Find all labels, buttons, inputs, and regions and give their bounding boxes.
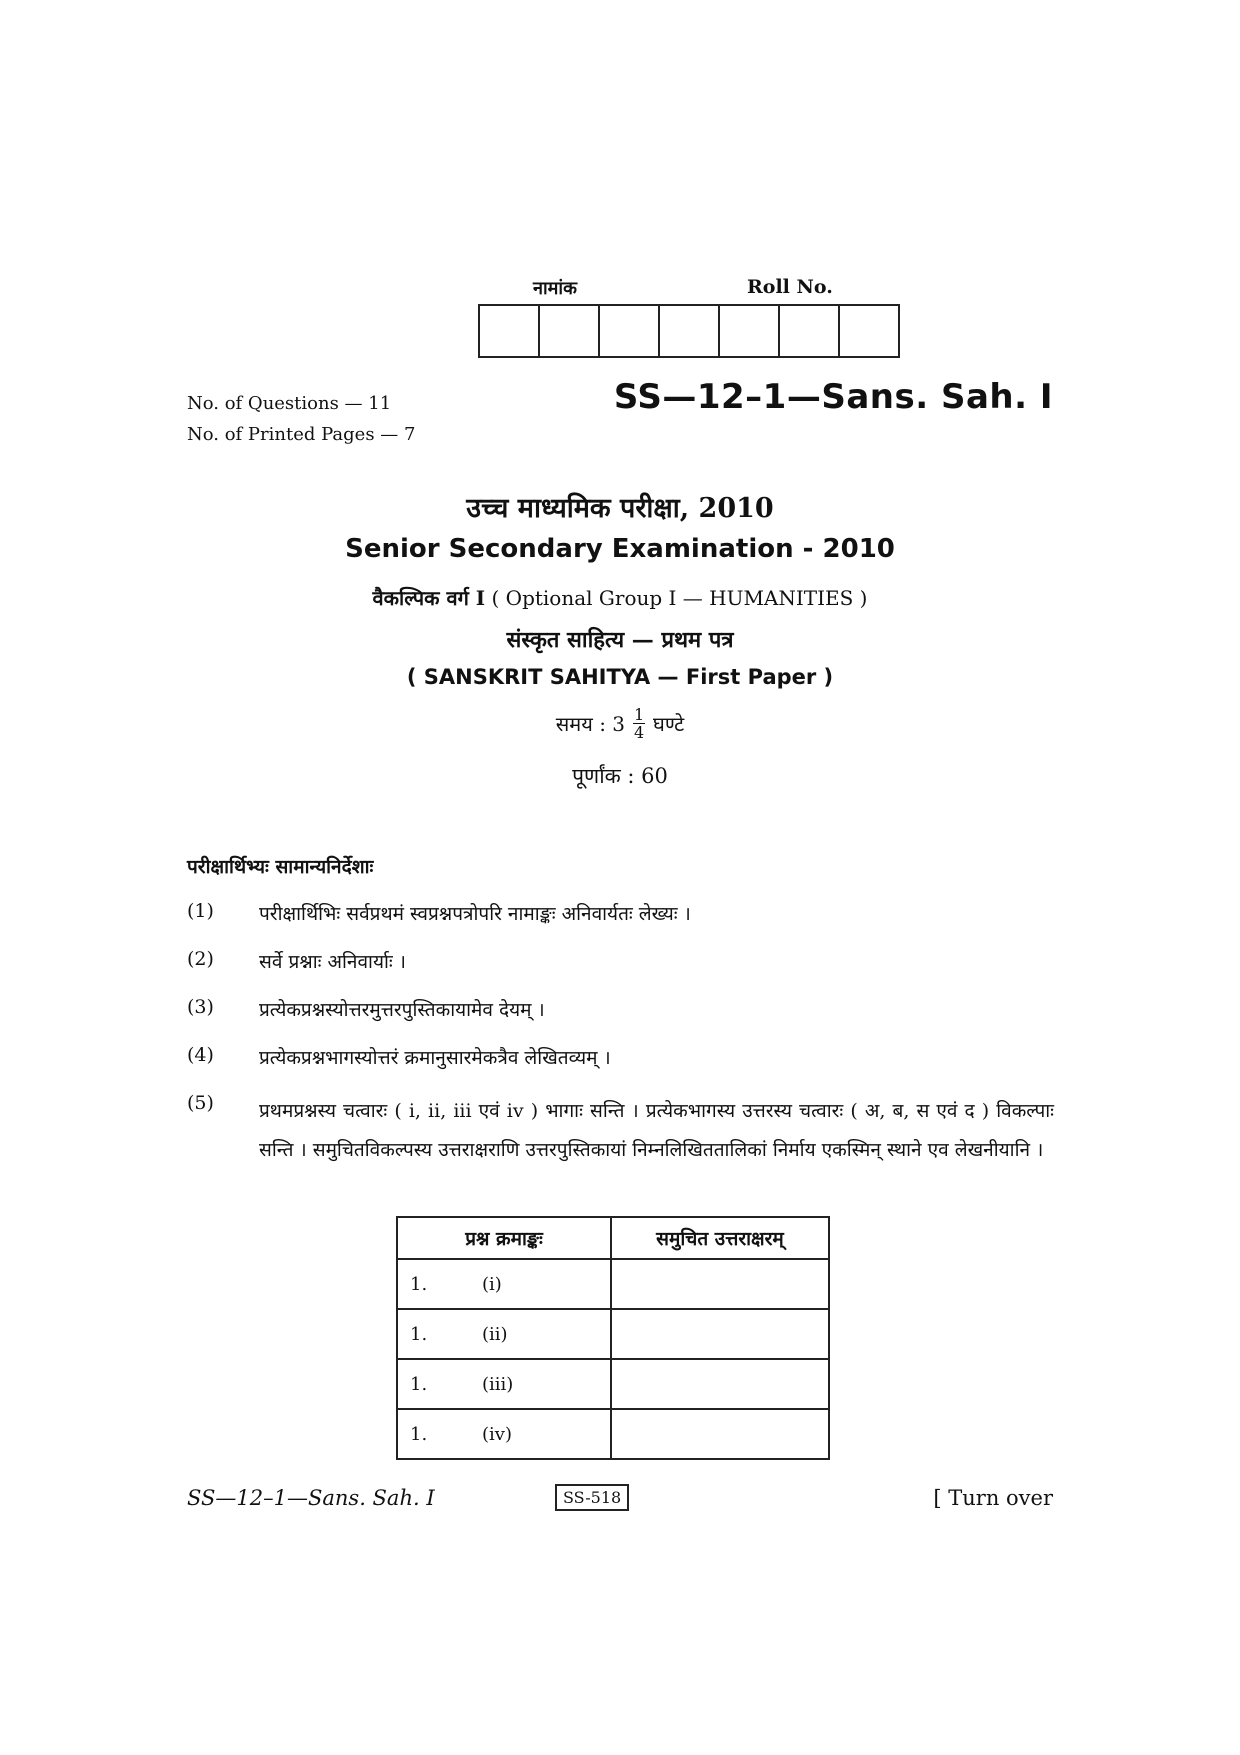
answer-cell[interactable] bbox=[611, 1309, 829, 1359]
question-number: 1. bbox=[410, 1423, 428, 1445]
answer-cell[interactable] bbox=[611, 1409, 829, 1459]
time-unit: घण्टे bbox=[653, 712, 685, 736]
fraction-denominator: 4 bbox=[633, 723, 645, 742]
question-part: (i) bbox=[482, 1273, 502, 1295]
instruction-number: (4) bbox=[187, 1044, 214, 1066]
instruction-text: सर्वे प्रश्नाः अनिवार्याः । bbox=[259, 951, 406, 973]
time-allowed bbox=[0, 706, 1240, 741]
roll-digit-box[interactable] bbox=[600, 306, 660, 356]
time-label: समय : 3 bbox=[555, 712, 626, 736]
roll-digit-box[interactable] bbox=[540, 306, 600, 356]
roll-label-english: Roll No. bbox=[747, 276, 833, 298]
time-fraction bbox=[633, 706, 645, 741]
instruction-text: परीक्षार्थिभिः सर्वप्रथमं स्वप्रश्नपत्रोपरि नामाङ्कः अनिवार्यतः लेख्यः । bbox=[259, 903, 691, 925]
roll-digit-box[interactable] bbox=[660, 306, 720, 356]
table-row bbox=[397, 1259, 829, 1309]
number-of-pages: No. of Printed Pages — 7 bbox=[187, 424, 416, 445]
instruction-number: (5) bbox=[187, 1092, 214, 1114]
roll-digit-box[interactable] bbox=[720, 306, 780, 356]
roll-digit-box[interactable] bbox=[480, 306, 540, 356]
fraction-numerator: 1 bbox=[633, 705, 645, 724]
table-row bbox=[397, 1409, 829, 1459]
paper-code: SS—12–1—Sans. Sah. I bbox=[613, 377, 1053, 417]
roll-digit-box[interactable] bbox=[840, 306, 898, 356]
instruction-number: (2) bbox=[187, 948, 214, 970]
question-part: (iii) bbox=[482, 1373, 514, 1395]
answer-table bbox=[396, 1216, 830, 1460]
instruction-text: प्रत्येकप्रश्नस्योत्तरमुत्तरपुस्तिकायामेव देयम् । bbox=[259, 999, 545, 1021]
answer-cell[interactable] bbox=[611, 1359, 829, 1409]
table-header-answer: समुचित उत्तराक्षरम् bbox=[611, 1217, 829, 1259]
roll-number-boxes bbox=[478, 304, 900, 358]
table-row bbox=[397, 1309, 829, 1359]
question-number: 1. bbox=[410, 1373, 428, 1395]
exam-title-hindi: उच्च माध्यमिक परीक्षा, 2010 bbox=[466, 493, 774, 524]
subject-hindi: संस्कृत साहित्य — प्रथम पत्र bbox=[506, 627, 734, 653]
answer-cell[interactable] bbox=[611, 1259, 829, 1309]
question-part: (iv) bbox=[482, 1423, 512, 1445]
number-of-questions: No. of Questions — 11 bbox=[187, 393, 392, 414]
instruction-text: प्रथमप्रश्नस्य चत्वारः ( i, ii, iii एवं iv ) भागाः सन्ति । प्रत्येकभागस्य उत्तरस्य चत्वारः ( अ, ब, स एवं द ) विकल्पाः सन्ति । समुचितविकल्पस्य उत्तराक्षराणि उत्तरपुस्तिकायां निम्नलिखिततालिकां निर्माय एकस्मिन् स्थाने एव लेखनीयानि । bbox=[259, 1100, 1054, 1161]
instruction-number: (3) bbox=[187, 996, 214, 1018]
exam-title-english: Senior Secondary Examination - 2010 bbox=[345, 534, 895, 564]
table-header-question: प्रश्न क्रमाङ्कः bbox=[397, 1217, 611, 1259]
roll-digit-box[interactable] bbox=[780, 306, 840, 356]
group-english: ( Optional Group I — HUMANITIES ) bbox=[485, 586, 868, 610]
instruction-text: प्रत्येकप्रश्नभागस्योत्तरं क्रमानुसारमेकत्रैव लेखितव्यम् । bbox=[259, 1047, 611, 1069]
subject-english: ( SANSKRIT SAHITYA — First Paper ) bbox=[406, 665, 834, 689]
question-number: 1. bbox=[410, 1323, 428, 1345]
table-row bbox=[397, 1359, 829, 1409]
footer-paper-code: SS—12–1—Sans. Sah. I bbox=[187, 1486, 435, 1510]
question-part: (ii) bbox=[482, 1323, 508, 1345]
total-marks: पूर्णांक : 60 bbox=[572, 764, 668, 788]
question-number: 1. bbox=[410, 1273, 428, 1295]
footer-series-code: SS-518 bbox=[555, 1484, 629, 1511]
roll-label-hindi: नामांक bbox=[533, 278, 577, 299]
turn-over-note: [ Turn over bbox=[933, 1486, 1053, 1510]
group-line bbox=[0, 584, 1240, 611]
instruction-number: (1) bbox=[187, 900, 214, 922]
instructions-heading: परीक्षार्थिभ्यः सामान्यनिर्देशाः bbox=[187, 856, 374, 878]
group-hindi: वैकल्पिक वर्ग I bbox=[372, 586, 486, 610]
